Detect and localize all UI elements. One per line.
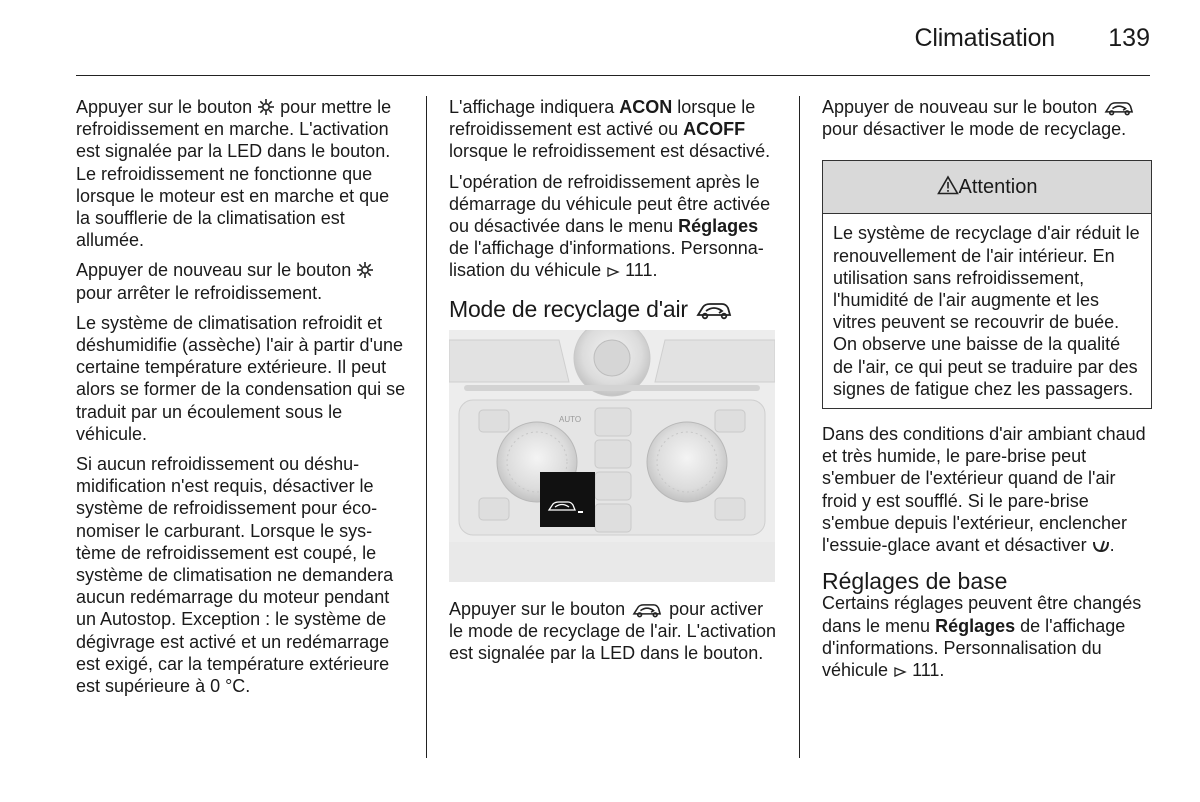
paragraph — [449, 96, 779, 163]
text: L'opération de refroidissement après le démarrage du véhicule peut être activée ou désactivée dans le menu — [449, 171, 771, 237]
windscreen-wiper-icon — [1092, 538, 1110, 554]
text: Dans des conditions d'air ambiant chaud et très humide, le pare-brise peut s'embuer de l'extérieur quand de l'air froid y est soufflé. Si le pare-brise s'embue depuis l'extérieur, enclencher l'essuie-glace avant et désactiver — [822, 424, 1146, 556]
text: L'affichage indiquera — [449, 97, 620, 117]
text: Appuyer sur le bouton — [449, 598, 631, 619]
section-heading: Réglages de base — [822, 568, 1008, 595]
text: lorsque le refroidissement est désactivé. — [449, 141, 771, 162]
attention-text: Le système de recyclage d'air réduit le renouvellement de l'air intérieur. En utilisation sans refroidissement, l'humidité de l'air augmente et les vitres peuvent se recouvrir de buée. On observe une baisse de la qualité de l'air, ce qui peut se traduire par des signes de fatigue chez les passagers. — [833, 223, 1140, 399]
column-divider — [799, 96, 800, 758]
air-recirculation-icon — [1102, 98, 1136, 116]
paragraph — [822, 592, 1152, 681]
heading-text: Mode de recyclage d'air — [449, 295, 688, 322]
column-divider — [426, 96, 427, 758]
climate-panel-illustration — [449, 330, 775, 582]
text: pour désactiver le mode de recyclage. — [822, 119, 1127, 140]
page-header-title: Climatisation — [914, 24, 1055, 52]
paragraph — [76, 259, 406, 303]
page-reference[interactable]: 111. — [625, 260, 658, 281]
text: de l'affichage d'informations. Personnalisation du véhicule — [449, 238, 764, 281]
paragraph: Si aucun refroidissement ou déshumidification n'est requis, désactiver le système de refroidissement pour économiser le carburant. Lorsque le système de refroidissement est coupé, le système de climatisation ne demandera aucun redémarrage du moteur pendant un Autostop. Exception : le système de dégivrage est activé et un redémarrage est exigé, car la température extérieure est supérieure à 0 °C. — [76, 454, 394, 697]
warning-triangle-icon — [937, 175, 959, 195]
text: pour arrêter le refroidissement. — [76, 282, 323, 303]
text: lorsque le refroidissement est activé ou — [449, 97, 756, 140]
paragraph — [822, 96, 1152, 140]
paragraph — [449, 598, 779, 665]
attention-title: Attention — [958, 176, 1038, 199]
text: Appuyer sur le bouton — [76, 97, 258, 117]
menu-name: Réglages — [678, 216, 759, 237]
section-heading — [449, 295, 779, 322]
column-2 — [449, 96, 779, 672]
auto-button-label: AUTO — [559, 414, 582, 424]
attention-header — [823, 161, 1151, 214]
menu-name: Réglages — [935, 615, 1016, 636]
acoff-label: ACOFF — [683, 119, 746, 140]
paragraph — [449, 171, 779, 282]
paragraph: Dans des conditions d'air ambiant chaud et très humide, le pare-brise peut s'embuer de l'extérieur quand de l'air froid y est soufflé. Si le pare-brise s'embue depuis l'extérieur, enclencher l'essuie-glace avant et désactiver . — [822, 424, 1146, 556]
text: Certains réglages peuvent être changés dans le menu — [822, 593, 1142, 636]
air-recirculation-icon — [694, 298, 734, 320]
page-reference-arrow-icon — [893, 665, 907, 679]
text: Appuyer de nouveau sur le bouton — [822, 97, 1103, 117]
attention-box — [822, 160, 1152, 409]
paragraph — [76, 96, 406, 251]
climate-control-panel-photo — [449, 330, 775, 582]
header-rule — [76, 75, 1150, 76]
page-reference[interactable]: 111. — [912, 660, 945, 681]
text: Appuyer de nouveau sur le bouton — [76, 260, 357, 281]
text: pour activer le mode de recyclage de l'air. L'activation est signalée par la LED dans le bouton. — [449, 598, 777, 664]
acon-label: ACON — [619, 97, 673, 117]
text: de l'affichage d'informations. Personnalisation du véhicule — [822, 615, 1126, 681]
air-recirculation-icon — [630, 600, 664, 618]
text: pour mettre le refroidissement en marche. L'activation est signalée par la LED dans le bouton. Le refroidissement ne fonctionne que lorsque le moteur est en marche et que la soufflerie de la climatisation est allumée. — [76, 97, 392, 251]
column-1 — [76, 96, 406, 705]
paragraph: Le système de climatisation refroidit et déshumidifie (assèche) l'air à partir d'une certaine température extérieure. Il peut alors se former de la condensation qui se traduit par un écoulement sous le véhicule. — [76, 312, 406, 444]
column-3 — [822, 96, 1152, 689]
snowflake-icon — [356, 261, 374, 279]
page-reference-arrow-icon — [606, 265, 620, 279]
page-number: 139 — [1108, 24, 1150, 52]
snowflake-icon — [257, 98, 275, 116]
